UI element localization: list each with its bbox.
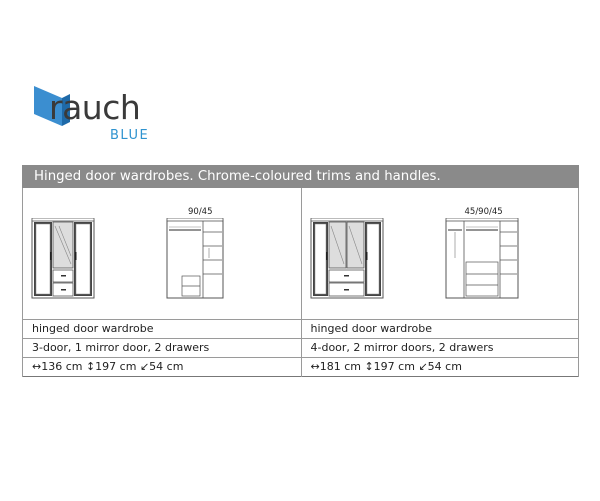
product-drawings bbox=[302, 188, 579, 320]
product-card bbox=[301, 188, 579, 377]
product-type: hinged door wardrobe bbox=[23, 320, 301, 339]
product-description: 3-door, 1 mirror door, 2 drawers bbox=[23, 339, 301, 358]
product-dimensions: ↔136 cm ↕197 cm ↙54 cm bbox=[23, 358, 301, 377]
product-grid bbox=[22, 188, 579, 377]
product-table bbox=[22, 165, 579, 377]
product-drawings bbox=[23, 188, 301, 320]
product-dimensions: ↔181 cm ↕197 cm ↙54 cm bbox=[302, 358, 579, 377]
wardrobe-front-icon bbox=[31, 218, 95, 300]
brand-line: BLUE bbox=[110, 128, 150, 143]
rauch-logo bbox=[32, 84, 162, 148]
product-type: hinged door wardrobe bbox=[302, 320, 579, 339]
wardrobe-interior-icon bbox=[445, 218, 519, 300]
wardrobe-interior-icon bbox=[166, 218, 224, 300]
product-card bbox=[23, 188, 301, 377]
brand-name: rauch bbox=[49, 88, 141, 127]
depth-label: 90/45 bbox=[188, 207, 213, 217]
table-header: Hinged door wardrobes. Chrome-coloured trims and handles. bbox=[22, 165, 579, 188]
wardrobe-front-icon bbox=[310, 218, 384, 300]
depth-label: 45/90/45 bbox=[464, 207, 503, 217]
product-description: 4-door, 2 mirror doors, 2 drawers bbox=[302, 339, 579, 358]
